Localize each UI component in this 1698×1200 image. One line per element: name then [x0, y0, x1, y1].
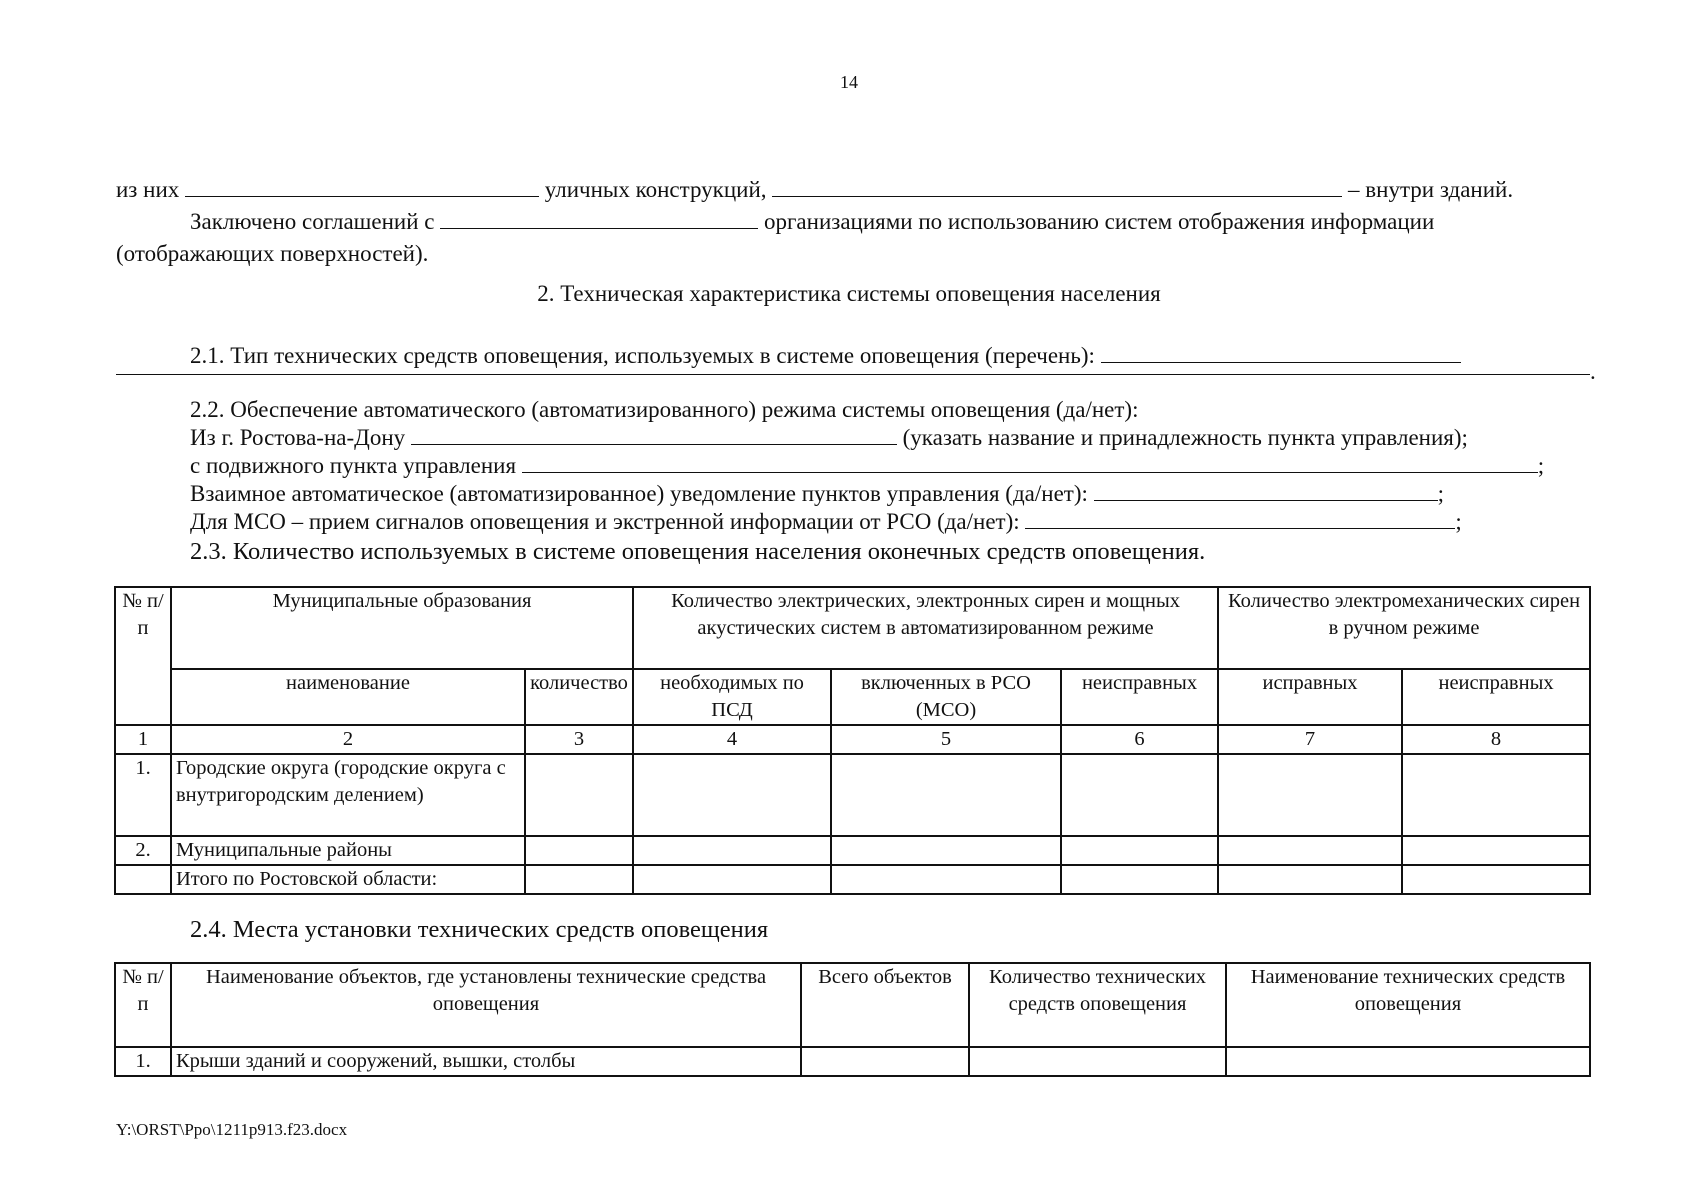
table-row-total	[115, 865, 1590, 894]
col-number: 5	[831, 725, 1061, 754]
s2-2-text-c: с подвижного пункта управления	[190, 453, 517, 478]
cell-empty[interactable]	[831, 754, 1061, 836]
header-device-names: Наименование технических средств оповещения	[1226, 963, 1590, 1047]
cell-empty[interactable]	[831, 836, 1061, 865]
header-device-count: Количество технических средств оповещения	[969, 963, 1226, 1047]
row-name: Муниципальные районы	[171, 836, 525, 865]
header-needed: необходимых по ПСД	[633, 669, 831, 725]
row-name: Городские округа (городские округа с внутригородским делением)	[171, 754, 525, 836]
header-included: включенных в РСО (МСО)	[831, 669, 1061, 725]
row-name: Крыши зданий и сооружений, вышки, столбы	[171, 1047, 801, 1076]
s2-2-end-4: ;	[1437, 481, 1445, 506]
header-num: № п/п	[115, 587, 171, 725]
header-municipalities: Муниципальные образования	[171, 587, 633, 669]
row-num: 2.	[115, 836, 171, 865]
header-quantity: количество	[525, 669, 633, 725]
cell-empty[interactable]	[831, 865, 1061, 894]
s2-2-line-1: 2.2. Обеспечение автоматического (автоматизированного) режима системы оповещения (да/нет):	[190, 397, 1139, 422]
row-name: Итого по Ростовской области:	[171, 865, 525, 894]
s2-2-text-b: (указать название и принадлежность пункта управления);	[902, 425, 1468, 450]
intro-line-1	[116, 176, 1513, 204]
sirens-table	[114, 586, 1591, 895]
blank-field-types[interactable]	[1101, 343, 1461, 363]
cell-empty[interactable]	[525, 865, 633, 894]
table-row	[115, 1047, 1590, 1076]
row-num	[115, 865, 171, 894]
blank-field-types-cont[interactable]	[116, 374, 1590, 375]
intro-text-d: Заключено соглашений с	[190, 209, 435, 234]
file-path-footer: Y:\ORST\Ppo\1211p913.f23.docx	[116, 1120, 348, 1139]
header-electric-sirens: Количество электрических, электронных сирен и мощных акустических систем в автоматизированном режиме	[633, 587, 1218, 669]
section-2-title: 2. Техническая характеристика системы оповещения населения	[537, 281, 1161, 306]
cell-empty[interactable]	[801, 1047, 969, 1076]
cell-empty[interactable]	[633, 754, 831, 836]
blank-field-mobile[interactable]	[522, 453, 1538, 473]
row-num: 1.	[115, 1047, 171, 1076]
cell-empty[interactable]	[1402, 865, 1590, 894]
cell-empty[interactable]	[1402, 754, 1590, 836]
locations-table	[114, 962, 1591, 1077]
s2-2-text-d: Взаимное автоматическое (автоматизированное) уведомление пунктов управления (да/нет):	[190, 481, 1088, 506]
cell-empty[interactable]	[633, 865, 831, 894]
header-faulty: неисправных	[1061, 669, 1218, 725]
cell-empty[interactable]	[1061, 836, 1218, 865]
s2-2-line-5	[190, 508, 1462, 536]
col-number: 3	[525, 725, 633, 754]
s2-1-end: .	[1590, 359, 1596, 384]
s2-2-line-4	[190, 480, 1444, 508]
cell-empty[interactable]	[1218, 865, 1402, 894]
blank-field-agreements[interactable]	[440, 209, 758, 229]
header-faulty-mech: неисправных	[1402, 669, 1590, 725]
header-name: наименование	[171, 669, 525, 725]
table-row	[115, 754, 1590, 836]
col-number: 1	[115, 725, 171, 754]
s2-4-title: 2.4. Места установки технических средств оповещения	[190, 916, 769, 943]
col-number: 4	[633, 725, 831, 754]
cell-empty[interactable]	[633, 836, 831, 865]
cell-empty[interactable]	[969, 1047, 1226, 1076]
cell-empty[interactable]	[1061, 865, 1218, 894]
intro-text-a: из них	[116, 177, 180, 202]
blank-field-indoor[interactable]	[772, 177, 1342, 197]
s2-2-end-5: ;	[1455, 509, 1462, 534]
col-number: 8	[1402, 725, 1590, 754]
header-objects: Наименование объектов, где установлены технические средства оповещения	[171, 963, 801, 1047]
s2-2-line-3	[190, 452, 1544, 480]
cell-empty[interactable]	[525, 836, 633, 865]
table-row	[115, 836, 1590, 865]
s2-1-text: 2.1. Тип технических средств оповещения, используемых в системе оповещения (перечень):	[190, 343, 1095, 368]
page-number: 14	[840, 72, 858, 92]
blank-field-mutual[interactable]	[1094, 481, 1438, 501]
s2-2-text-e: Для МСО – прием сигналов оповещения и экстренной информации от РСО (да/нет):	[190, 509, 1020, 534]
intro-text-b: уличных конструкций,	[544, 177, 767, 202]
blank-field-rostov[interactable]	[411, 425, 897, 445]
cell-empty[interactable]	[1061, 754, 1218, 836]
s2-2-end-3: ;	[1537, 453, 1545, 478]
s2-1-line	[190, 342, 1461, 370]
intro-line-3: (отображающих поверхностей).	[116, 241, 429, 266]
cell-empty[interactable]	[1226, 1047, 1590, 1076]
cell-empty[interactable]	[1218, 836, 1402, 865]
col-number: 7	[1218, 725, 1402, 754]
intro-text-c: – внутри зданий.	[1348, 177, 1514, 202]
header-working: исправных	[1218, 669, 1402, 725]
s2-2-line-2	[190, 424, 1468, 452]
intro-text-e: организациями по использованию систем отображения информации	[764, 209, 1435, 234]
column-number-row	[115, 725, 1590, 754]
s2-2-text-a: Из г. Ростова-на-Дону	[190, 425, 406, 450]
cell-empty[interactable]	[1402, 836, 1590, 865]
cell-empty[interactable]	[1218, 754, 1402, 836]
intro-line-2	[190, 208, 1434, 236]
header-mechanical-sirens: Количество электромеханических сирен в ручном режиме	[1218, 587, 1590, 669]
s2-3-title: 2.3. Количество используемых в системе оповещения населения оконечных средств оповещения.	[190, 538, 1206, 565]
col-number: 6	[1061, 725, 1218, 754]
col-number: 2	[171, 725, 525, 754]
header-total-objects: Всего объектов	[801, 963, 969, 1047]
blank-field-street[interactable]	[185, 177, 539, 197]
row-num: 1.	[115, 754, 171, 836]
cell-empty[interactable]	[525, 754, 633, 836]
header-num: № п/п	[115, 963, 171, 1047]
blank-field-mso[interactable]	[1025, 509, 1455, 529]
